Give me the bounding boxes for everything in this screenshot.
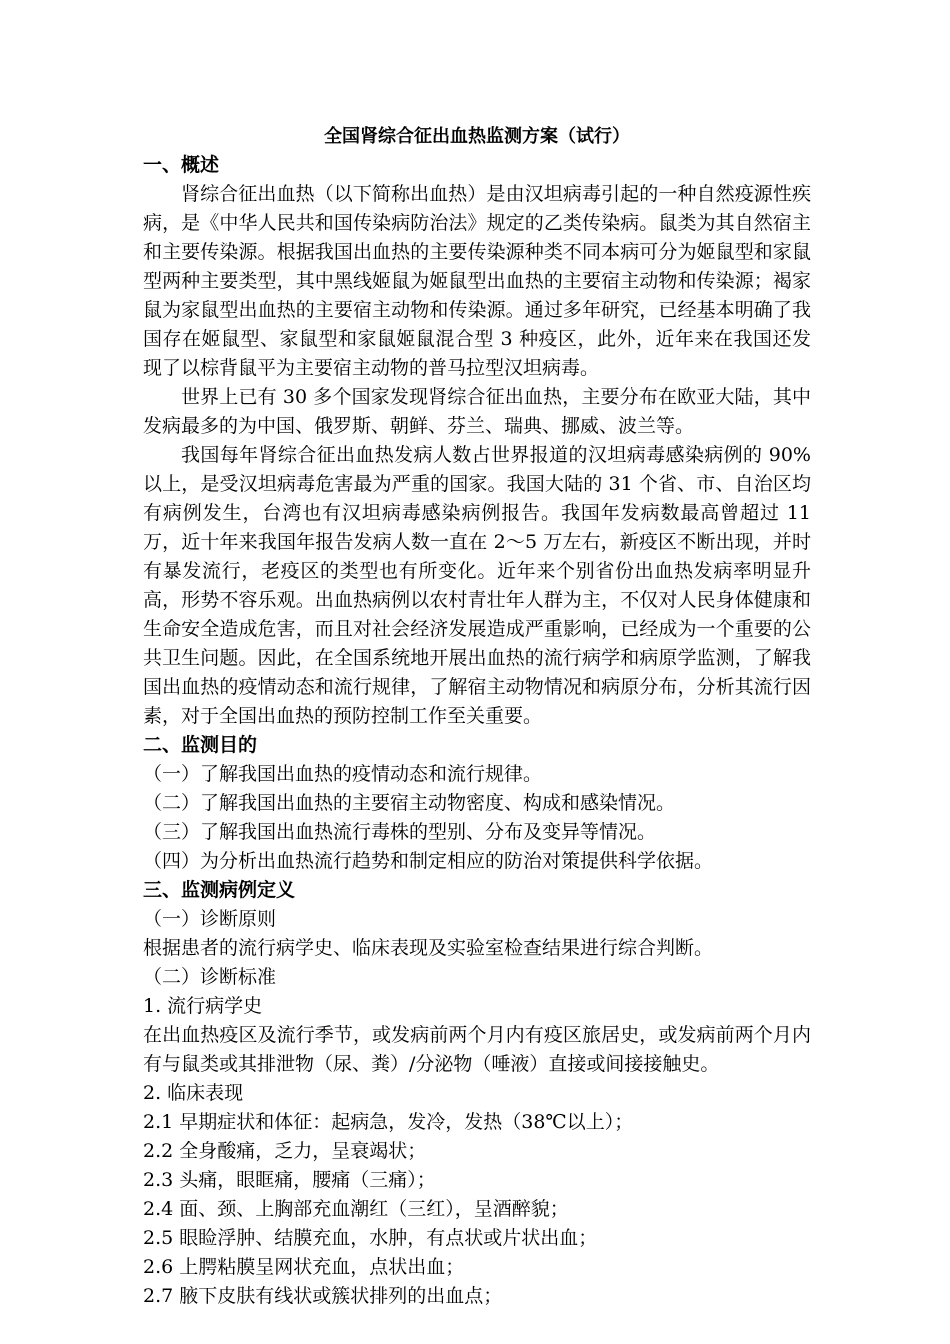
section-heading-case-definition: 三、监测病例定义: [143, 879, 296, 901]
section-heading-purpose: 二、监测目的: [143, 734, 258, 756]
epidemiology-heading: 1. 流行病学史: [143, 995, 263, 1017]
clinical-item: 2.4 面、颈、上胸部充血潮红（三红），呈酒醉貌；: [143, 1198, 569, 1220]
clinical-item: 2.6 上腭粘膜呈网状充血，点状出血；: [143, 1256, 465, 1278]
overview-paragraph-1: 肾综合征出血热（以下简称出血热）是由汉坦病毒引起的一种自然疫源性疾病，是《中华人民共和国传染病防治法》规定的乙类传染病。鼠类为其自然宿主和主要传染源。根据我国出血热的主要传染源种类不同本病可分为姬鼠型和家鼠型两种主要类型，其中黑线姬鼠为姬鼠型出血热的主要宿主动物和传染源；褐家鼠为家鼠型出血热的主要宿主动物和传染源。通过多年研究，已经基本明确了我国存在姬鼠型、家鼠型和家鼠姬鼠混合型 3 种疫区，此外，近年来在我国还发现了以棕背鼠平为主要宿主动物的普马拉型汉坦病毒。: [143, 183, 811, 379]
section-heading-overview: 一、概述: [143, 154, 220, 176]
clinical-item: 2.3 头痛，眼眶痛，腰痛（三痛）；: [143, 1169, 436, 1191]
purpose-item: （一）了解我国出血热的疫情动态和流行规律。: [143, 763, 543, 785]
epidemiology-text: 在出血热疫区及流行季节，或发病前两个月内有疫区旅居史，或发病前两个月内有与鼠类或其排泄物（尿、粪）/分泌物（唾液）直接或间接接触史。: [143, 1024, 811, 1075]
diagnosis-principle-text: 根据患者的流行病学史、临床表现及实验室检查结果进行综合判断。: [143, 937, 714, 959]
purpose-item: （二）了解我国出血热的主要宿主动物密度、构成和感染情况。: [143, 792, 676, 814]
overview-paragraph-2: 世界上已有 30 多个国家发现肾综合征出血热，主要分布在欧亚大陆，其中发病最多的为中国、俄罗斯、朝鲜、芬兰、瑞典、挪威、波兰等。: [143, 386, 811, 437]
purpose-item: （四）为分析出血热流行趋势和制定相应的防治对策提供科学依据。: [143, 850, 714, 872]
document-page: [143, 122, 811, 1311]
subheading-diagnosis-principle: （一）诊断原则: [143, 908, 277, 930]
overview-paragraph-3: 我国每年肾综合征出血热发病人数占世界报道的汉坦病毒感染病例的 90%以上，是受汉坦病毒危害最为严重的国家。我国大陆的 31 个省、市、自治区均有病例发生，台湾也有汉坦病毒感染病例报告。我国年发病数最高曾超过 11 万，近十年来我国年报告发病人数一直在 2～5 万左右，新疫区不断出现，并时有暴发流行，老疫区的类型也有所变化。近年来个别省份出血热发病率明显升高，形势不容乐观。出血热病例以农村青壮年人群为主，不仅对人民身体健康和生命安全造成危害，而且对社会经济发展造成严重影响，已经成为一个重要的公共卫生问题。因此，在全国系统地开展出血热的流行病学和病原学监测，了解我国出血热的疫情动态和流行规律，了解宿主动物情况和病原分布，分析其流行因素，对于全国出血热的预防控制工作至关重要。: [143, 444, 811, 727]
purpose-item: （三）了解我国出血热流行毒株的型别、分布及变异等情况。: [143, 821, 657, 843]
document-title: 全国肾综合征出血热监测方案（试行）: [324, 126, 630, 147]
clinical-item: 2.1 早期症状和体征：起病急，发冷，发热（38℃以上）；: [143, 1111, 634, 1133]
clinical-item: 2.2 全身酸痛，乏力，呈衰竭状；: [143, 1140, 427, 1162]
clinical-item: 2.7 腋下皮肤有线状或簇状排列的出血点；: [143, 1285, 503, 1307]
clinical-heading: 2. 临床表现: [143, 1082, 244, 1104]
clinical-item: 2.5 眼睑浮肿、结膜充血，水肿，有点状或片状出血；: [143, 1227, 598, 1249]
subheading-diagnosis-criteria: （二）诊断标准: [143, 966, 277, 988]
